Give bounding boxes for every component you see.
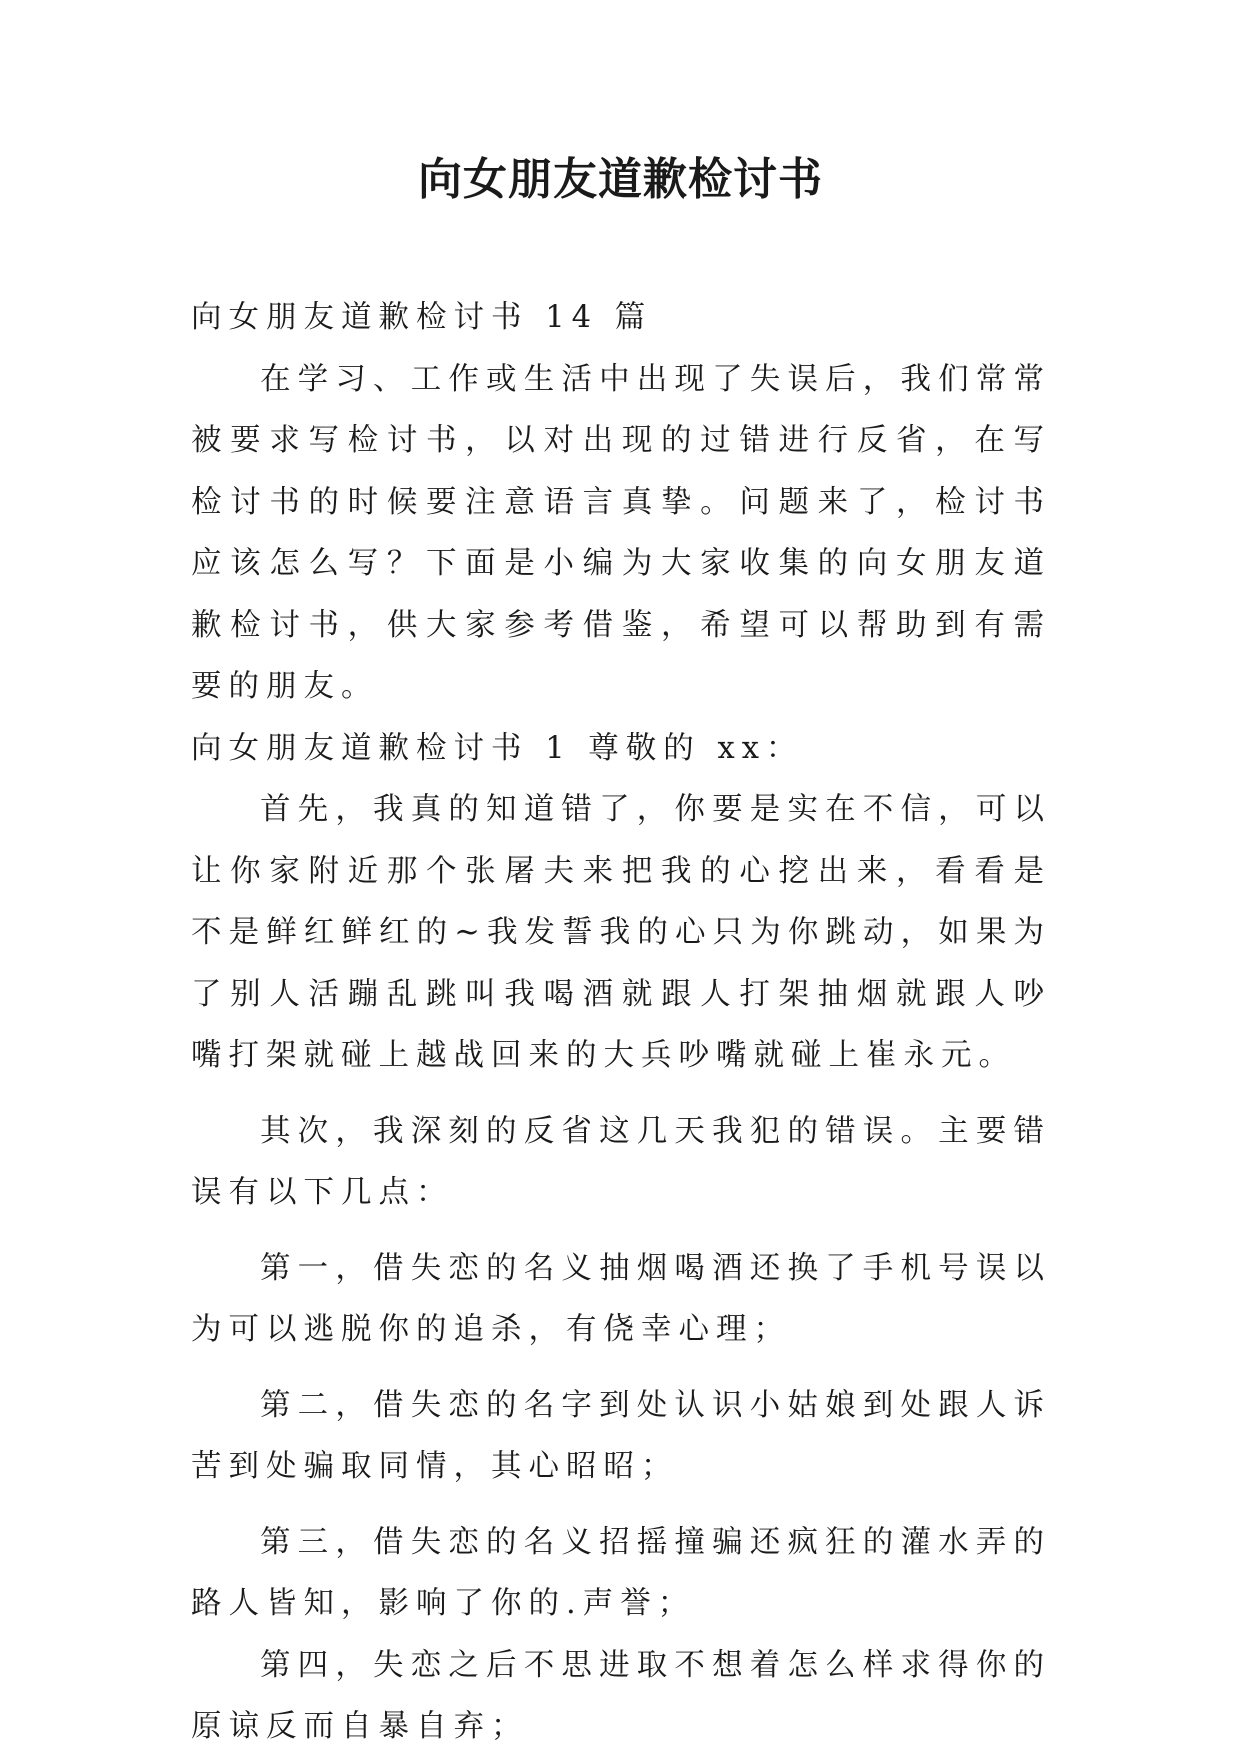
paragraph: 第三，借失恋的名义招摇撞骗还疯狂的灌水弄的路人皆知，影响了你的.声誉； — [191, 1524, 1051, 1621]
document-body — [191, 287, 1051, 1758]
document-title: 向女朋友道歉检讨书 — [418, 154, 823, 205]
paragraph: 在学习、工作或生活中出现了失误后，我们常常被要求写检讨书，以对出现的过错进行反省，在写检讨书的时候要注意语言真挚。问题来了，检讨书应该怎么写？下面是小编为大家收集的向女朋友道歉检讨书，供大家参考借鉴，希望可以帮助到有需要的朋友。 — [191, 361, 1051, 704]
paragraph: 第一，借失恋的名义抽烟喝酒还换了手机号误以为可以逃脱你的追杀，有侥幸心理； — [191, 1250, 1051, 1347]
paragraph: 其次，我深刻的反省这几天我犯的错误。主要错误有以下几点： — [191, 1113, 1051, 1210]
paragraph: 向女朋友道歉检讨书 14 篇 — [191, 300, 653, 335]
paragraph: 第二，借失恋的名字到处认识小姑娘到处跟人诉苦到处骗取同情，其心昭昭； — [191, 1387, 1051, 1484]
paragraph: 向女朋友道歉检讨书 1 尊敬的 xx： — [191, 730, 804, 766]
paragraph: 第四，失恋之后不思进取不想着怎么样求得你的原谅反而自暴自弃； — [191, 1647, 1051, 1744]
paragraph: 首先，我真的知道错了，你要是实在不信，可以让你家附近那个张屠夫来把我的心挖出来，看看是不是鲜红鲜红的~我发誓我的心只为你跳动，如果为了别人活蹦乱跳叫我喝酒就跟人打架抽烟就跟人吵嘴打架就碰上越战回来的大兵吵嘴就碰上崔永元。 — [191, 792, 1051, 1073]
